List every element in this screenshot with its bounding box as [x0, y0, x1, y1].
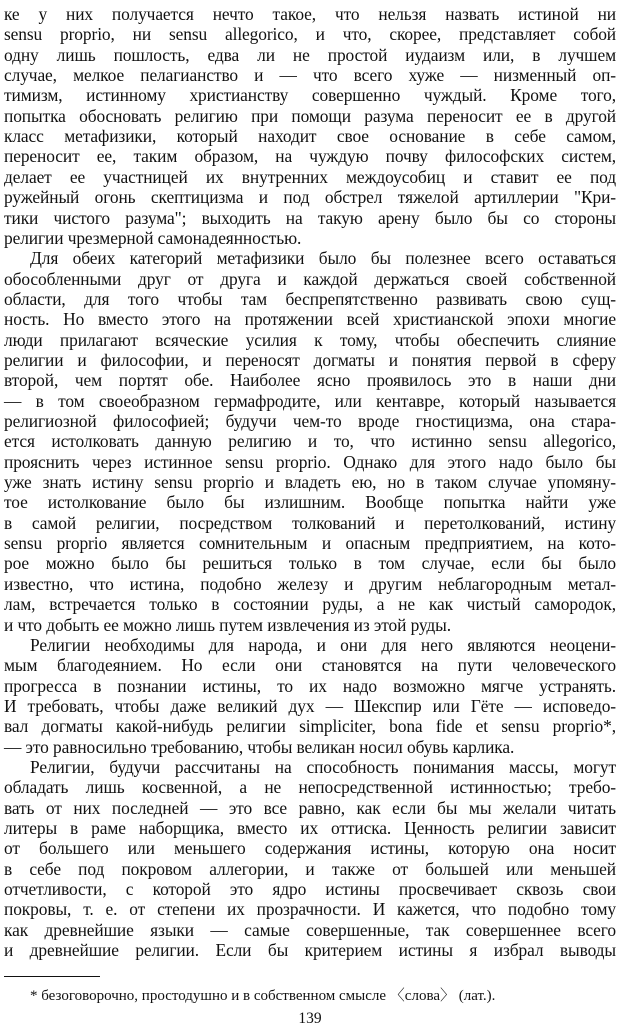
text-line: вать от них последней — это все равно, как если бы мы желали читать	[4, 797, 616, 818]
text-line: класс метафизики, который находит свое основание в себе самом,	[4, 126, 616, 147]
text-line: обособленными друг от друга и каждой держаться своей собственной	[4, 268, 616, 289]
text-line: попытка обосновать религию при помощи разума переносит ее в другой	[4, 105, 616, 126]
text-line: делает ее участницей их внутренних междоусобиц и ставит ее под	[4, 166, 616, 187]
text-line: второй, чем портят обе. Наиболее ясно проявилось это в наши дни	[4, 370, 616, 391]
text-line: тики чистого разума"; выходить на такую арену было бы со стороны	[4, 207, 616, 228]
text-line: известно, что истина, подобно железу и другим неблагородным метал-	[4, 573, 616, 594]
text-line: — в том своеобразном гермафродите, или кентавре, который называется	[4, 390, 616, 411]
text-line: люди прилагают всяческие усилия к тому, чтобы обеспечить слияние	[4, 329, 616, 350]
text-line: переносит ее, таким образом, на чуждую почву философских систем,	[4, 146, 616, 167]
text-line: ется истолковать данную религию и то, что истинно sensu allegorico,	[4, 431, 616, 452]
footnote-separator	[4, 976, 100, 977]
text-line: ность. Но вместо этого на протяжении всей христианской эпохи многие	[4, 309, 616, 330]
text-line: тимизм, истинному христианству совершенно чуждый. Кроме того,	[4, 85, 616, 106]
text-line: И требовать, чтобы даже великий дух — Шекспир или Гёте — исповедо-	[4, 695, 616, 716]
text-line: в себе под покровом аллегории, и также от большей или меньшей	[4, 858, 616, 879]
text-line: от большего или меньшего содержания истины, которую она носит	[4, 838, 616, 859]
text-line: случае, мелкое пелагианство и — что всего хуже — низменный оп-	[4, 65, 616, 86]
footnote: * безоговорочно, простодушно и в собственном смысле 〈слова〉 (лат.).	[30, 988, 496, 1004]
text-line: — это равносильно требованию, чтобы великан носил обувь карлика.	[4, 736, 515, 757]
text-line: sensu proprio является сомнительным и опасным предприятием, на кото-	[4, 533, 616, 554]
text-line: Религии, будучи рассчитаны на способность понимания массы, могут	[30, 756, 616, 777]
text-line: религии чрезмерной самонадеянностью.	[4, 227, 302, 248]
text-line: покровы, т. е. от степени их прозрачности. И кажется, что подобно тому	[4, 899, 616, 920]
page-number: 139	[298, 1010, 322, 1027]
text-line: уже знать истину sensu proprio и владеть ею, но в таком случае упомяну-	[4, 472, 616, 493]
text-line: в самой религии, посредством толкований и перетолкований, истину	[4, 512, 616, 533]
text-line: вал догматы какой-нибудь религии simpliciter, bona fide et sensu proprio*,	[4, 716, 616, 737]
text-line: одну лишь пошлость, едва ли не простой иудаизм или, в лучшем	[4, 44, 616, 65]
text-line: и что добыть ее можно лишь путем извлечения из этой руды.	[4, 614, 452, 635]
text-line: как древнейшие языки — самые совершенные, так совершеннее всего	[4, 919, 616, 940]
text-line: тое истолкование было бы излишним. Вообще попытка найти уже	[4, 492, 616, 513]
text-line: прогресса в познании истины, то их надо возможно мягче устранять.	[4, 675, 616, 696]
text-line: области, для того чтобы там беспрепятственно развивать свою сущ-	[4, 288, 616, 309]
text-line: рое можно было бы решиться только в том случае, если бы было	[4, 553, 616, 574]
text-line: литеры в раме наборщика, вместо их оттиска. Ценность религии зависит	[4, 818, 616, 838]
text-line: отчетливости, с которой это ядро истины просвечивает сквозь свои	[4, 879, 616, 900]
text-line: ке у них получается нечто такое, что нельзя назвать истиной ни	[4, 4, 616, 24]
text-line: обладать лишь косвенной, а не непосредственной истинностью; требо-	[4, 777, 616, 798]
text-line: прояснить через истинное sensu proprio. Однако для этого надо было бы	[4, 451, 616, 472]
text-line: и древнейшие религии. Если бы критерием истины я избрал выводы	[4, 940, 616, 961]
text-line: sensu proprio, ни sensu allegorico, и что, скорее, представляет собой	[4, 24, 616, 45]
text-line: лам, встречается только в состоянии руды, а не как чистый самородок,	[4, 594, 616, 615]
text-line: ружейный огонь скептицизма и под обстрел тяжелой артиллерии "Кри-	[4, 187, 616, 208]
text-line: религиозной философией; будучи чем-то вроде гностицизма, она стара-	[4, 411, 616, 431]
text-line: Для обеих категорий метафизики было бы полезнее всего оставаться	[30, 248, 616, 269]
text-line: религии и философии, и переносят догматы и понятия первой в сферу	[4, 349, 616, 370]
text-line: Религии необходимы для народа, и они для него являются неоцени-	[30, 634, 616, 655]
text-line: мым благодеянием. Но если они становятся на пути человеческого	[4, 655, 616, 676]
